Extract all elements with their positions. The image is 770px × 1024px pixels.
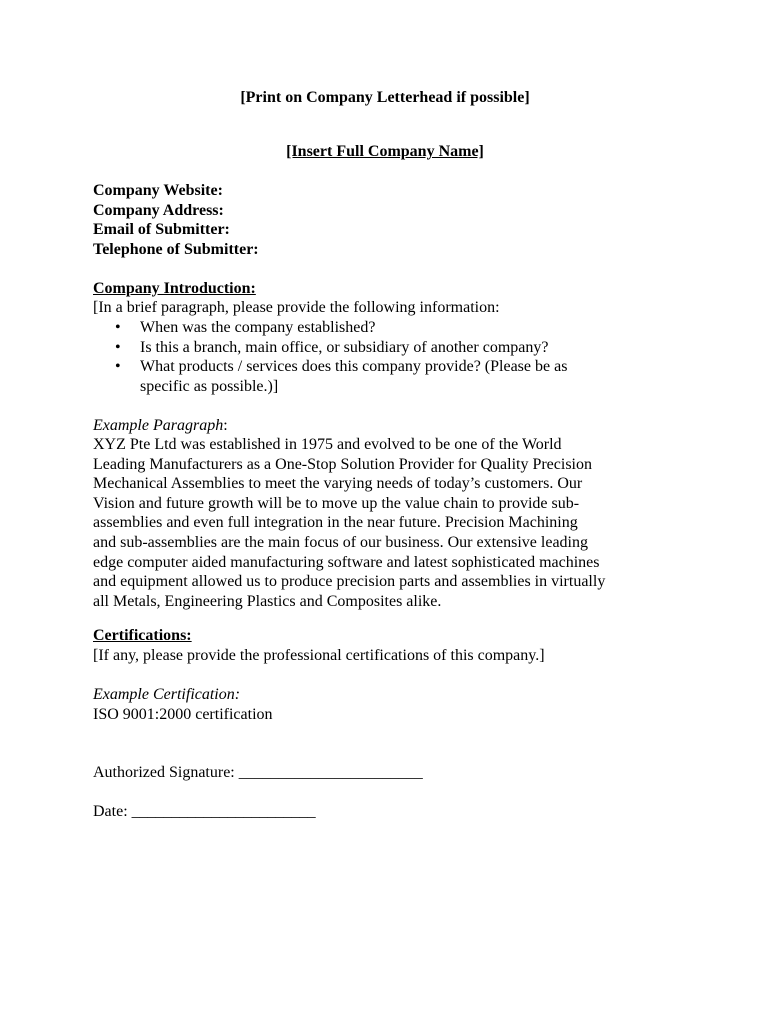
authorized-signature-line: Authorized Signature: _______________________ <box>93 764 423 781</box>
list-item <box>93 357 660 396</box>
bullet-icon: • <box>115 338 121 356</box>
letterhead-note: [Print on Company Letterhead if possible] <box>240 89 530 106</box>
list-item <box>93 318 660 338</box>
date-line: Date: _______________________ <box>93 803 316 820</box>
list-item <box>93 338 660 358</box>
company-name-placeholder: [Insert Full Company Name] <box>286 143 484 160</box>
example-paragraph-label-text: Example Paragraph <box>93 417 224 434</box>
field-telephone-of-submitter: Telephone of Submitter: <box>93 241 259 258</box>
paragraph-line: and equipment allowed us to produce precision parts and assemblies in virtually <box>93 573 606 591</box>
paragraph-line: Leading Manufacturers as a One-Stop Solution Provider for Quality Precision <box>93 455 592 473</box>
certifications-instruction: [If any, please provide the professional certifications of this company.] <box>93 647 545 664</box>
example-certification-value: ISO 9001:2000 certification <box>93 706 273 723</box>
field-email-of-submitter: Email of Submitter: <box>93 221 230 238</box>
bullet-icon: • <box>115 319 121 336</box>
example-paragraph-label <box>93 416 228 436</box>
bullet-text: When was the company established? <box>140 319 376 336</box>
certifications-heading: Certifications: <box>93 627 192 644</box>
paragraph-line: Mechanical Assemblies to meet the varying needs of today’s customers. Our <box>93 475 583 493</box>
paragraph-line: Vision and future growth will be to move up the value chain to provide sub- <box>93 494 580 512</box>
field-company-website: Company Website: <box>93 182 223 199</box>
bullet-text: What products / services does this company provide? (Please be as <box>140 358 568 376</box>
introduction-bullet-list <box>93 318 660 396</box>
paragraph-line: assemblies and even full integration in the near future. Precision Machining <box>93 514 578 532</box>
paragraph-line: XYZ Pte Ltd was established in 1975 and evolved to be one of the World <box>93 436 562 453</box>
paragraph-line: all Metals, Engineering Plastics and Composites alike. <box>93 592 442 610</box>
bullet-icon: • <box>115 358 121 376</box>
paragraph-line: and sub-assemblies are the main focus of our business. Our extensive leading <box>93 533 588 551</box>
bullet-text-continued: specific as possible.)] <box>140 377 279 395</box>
paragraph-line: edge computer aided manufacturing software and latest sophisticated machines <box>93 553 600 571</box>
introduction-instruction: [In a brief paragraph, please provide the following information: <box>93 299 500 316</box>
bullet-text: Is this a branch, main office, or subsidiary of another company? <box>140 338 549 356</box>
field-company-address: Company Address: <box>93 202 224 219</box>
example-certification-label: Example Certification: <box>93 686 241 703</box>
introduction-heading: Company Introduction: <box>93 280 256 297</box>
example-paragraph-body <box>93 435 683 611</box>
example-paragraph-label-suffix: : <box>223 417 228 434</box>
